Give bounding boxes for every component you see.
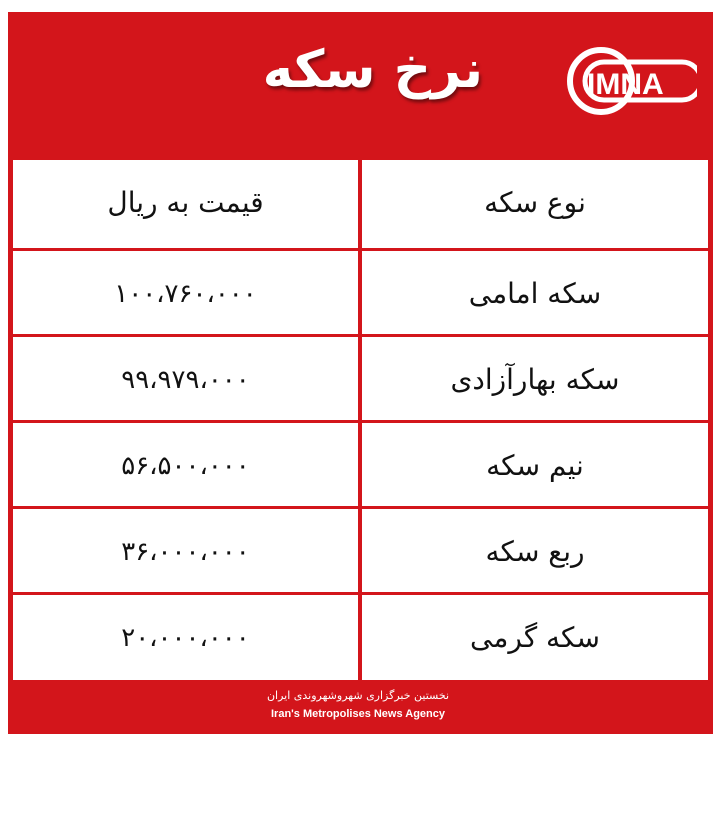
table-header-row: [13, 160, 708, 245]
coin-type: سکه امامی: [468, 277, 602, 310]
footer-tagline-en: Iran's Metropolises News Agency: [271, 708, 445, 720]
table-row: [13, 506, 708, 594]
header-price: قیمت به ریال: [107, 186, 264, 219]
table-row: [13, 334, 708, 422]
price-card: [8, 12, 713, 734]
coin-price: ۲۰،۰۰۰،۰۰۰: [121, 622, 250, 653]
coin-type: سکه گرمی: [470, 621, 600, 654]
table-row: [13, 420, 708, 508]
table-row: [13, 248, 708, 336]
coin-price: ۳۶،۰۰۰،۰۰۰: [121, 536, 250, 567]
table-row: [13, 592, 708, 680]
coin-type: سکه بهارآزادی: [450, 363, 620, 396]
coin-price: ۹۹،۹۷۹،۰۰۰: [121, 364, 250, 395]
header: [8, 12, 713, 154]
header-coin-type: نوع سکه: [484, 186, 586, 219]
footer-tagline-fa: نخستین خبرگزاری شهروشهروندی ایران: [266, 689, 450, 702]
imna-logo: [565, 46, 697, 116]
coin-price: ۵۶،۵۰۰،۰۰۰: [121, 450, 250, 481]
coin-type: ربع سکه: [485, 535, 585, 568]
footer: [8, 688, 713, 734]
coin-type: نیم سکه: [486, 449, 584, 482]
price-table: [13, 158, 708, 682]
page-title: نرخ سکه: [262, 40, 483, 100]
coin-price: ۱۰۰،۷۶۰،۰۰۰: [114, 278, 257, 309]
logo-text: IMNA: [587, 68, 664, 101]
